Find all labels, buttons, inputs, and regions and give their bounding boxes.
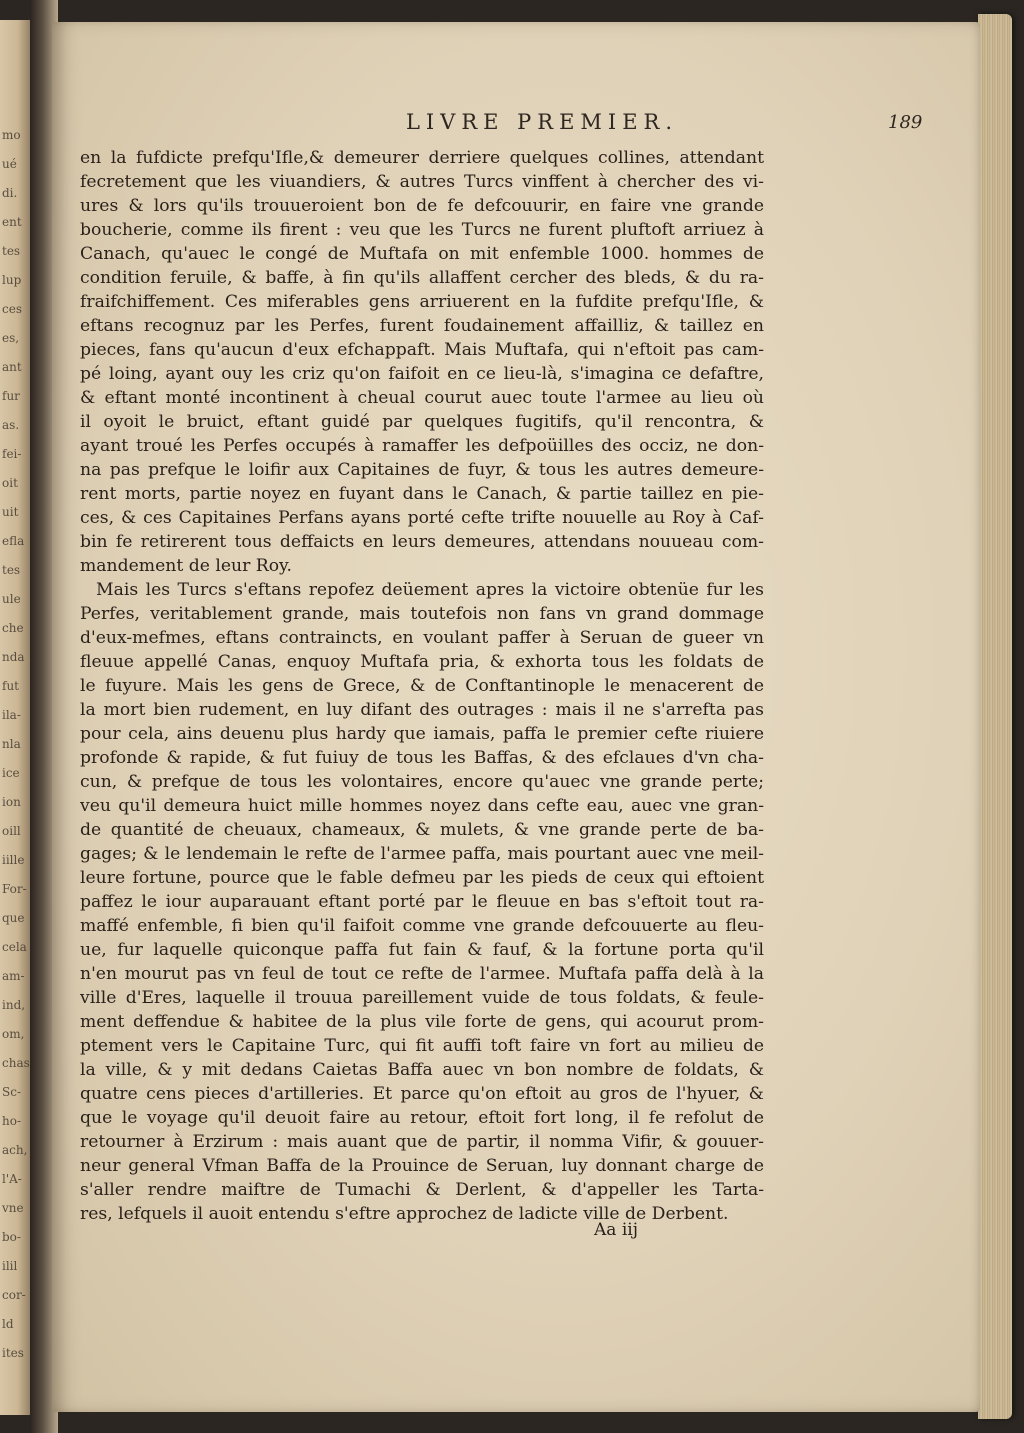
text-line: quatre cens pieces d'artilleries. Et parce qu'on eftoit au gros de l'hyuer, & xyxy=(80,1084,764,1104)
text-line: profonde & rapide, & fut fuiuy de tous les Baffas, & des efclaues d'vn cha- xyxy=(80,748,764,768)
left-page-fragment: ces xyxy=(2,302,22,316)
body-text xyxy=(80,146,764,1226)
left-page-fragment: ué xyxy=(2,157,17,171)
book-fore-edge xyxy=(978,14,1012,1419)
left-page-fragment: es, xyxy=(2,331,20,345)
left-page-fragment: ites xyxy=(2,1346,24,1360)
left-page-fragment: ilil xyxy=(2,1259,18,1273)
text-line: ayant troué les Perfes occupés à ramaffer les defpoüilles des occiz, ne don- xyxy=(80,436,764,456)
text-line: ue, fur laquelle quiconque paffa fut fain & fauf, & la fortune porta qu'il xyxy=(80,940,764,960)
left-page-fragment: ind, xyxy=(2,998,26,1012)
text-line: ment deffendue & habitee de la plus vile forte de gens, qui acourut prom- xyxy=(80,1012,764,1032)
left-page-fragment: fut xyxy=(2,679,19,693)
left-page-fragment: nla xyxy=(2,737,21,751)
text-line: leure fortune, pource que le fable defmeu par les pieds de ceux qui eftoient xyxy=(80,868,764,888)
left-page-fragment: cor- xyxy=(2,1288,26,1302)
left-page-fragment: che xyxy=(2,621,24,635)
left-page-fragment: ld xyxy=(2,1317,14,1331)
text-line: pieces, fans qu'aucun d'eux efchappaft. Mais Muftafa, qui n'eftoit pas cam- xyxy=(80,340,764,360)
left-page-fragment: ule xyxy=(2,592,21,606)
text-line: rent morts, partie noyez en fuyant dans le Canach, & partie taillez en pie- xyxy=(80,484,764,504)
text-line: de quantité de cheuaux, chameaux, & mulets, & vne grande perte de ba- xyxy=(80,820,764,840)
left-page-fragment: oit xyxy=(2,476,18,490)
text-line: ures & lors qu'ils trouueroient bon de fe defcouurir, en faire vne grande xyxy=(80,196,764,216)
page-number: 189 xyxy=(888,112,923,133)
text-line: n'en mourut pas vn feul de tout ce refte de l'armee. Muftafa paffa delà à la xyxy=(80,964,764,984)
left-page-fragment: ila- xyxy=(2,708,21,722)
left-page-fragment: tes xyxy=(2,244,21,258)
text-line: gages; & le lendemain le refte de l'armee paffa, mais pourtant auec vne meil- xyxy=(80,844,764,864)
left-page-fragment: fei- xyxy=(2,447,22,461)
left-page-fragment: ion xyxy=(2,795,21,809)
text-line: eftans recognuz par les Perfes, furent foudainement affailliz, & taillez en xyxy=(80,316,764,336)
text-line: res, lefquels il auoit entendu s'eftre approchez de ladicte ville de Derbent. xyxy=(80,1204,729,1224)
text-line: que le voyage qu'il deuoit faire au retour, eftoit fort long, il fe refolut de xyxy=(80,1108,764,1128)
left-page-fragment: l'A- xyxy=(2,1172,22,1186)
text-line: la mort bien rudement, en luy difant des outrages : mais il ne s'arrefta pas xyxy=(80,700,764,720)
left-page-fragment: cela xyxy=(2,940,27,954)
text-line: ces, & ces Capitaines Perfans ayans porté cefte trifte nouuelle au Roy à Caf- xyxy=(80,508,764,528)
text-line: bin fe retirerent tous deffaicts en leurs demeures, attendans nouueau com- xyxy=(80,532,764,552)
left-page-fragment: as. xyxy=(2,418,20,432)
right-page xyxy=(52,22,980,1412)
text-line: & eftant monté incontinent à cheual courut auec toute l'armee au lieu où xyxy=(80,388,764,408)
text-line: condition feruile, & baffe, à fin qu'ils allaffent cercher des bleds, & du ra- xyxy=(80,268,764,288)
running-title: LIVRE PREMIER. xyxy=(405,110,679,134)
left-facing-page xyxy=(0,20,32,1415)
left-page-fragment: ent xyxy=(2,215,22,229)
text-line: Perfes, veritablement grande, mais toutefois non fans vn grand dommage xyxy=(80,604,764,624)
text-line: cun, & prefque de tous les volontaires, encore qu'auec vne grande perte; xyxy=(80,772,764,792)
left-page-fragment: que xyxy=(2,911,25,925)
left-page-fragment: chas xyxy=(2,1056,30,1070)
text-line: il oyoit le bruict, eftant guidé par quelques fugitifs, qu'il rencontra, & xyxy=(80,412,764,432)
left-page-fragment: Sc- xyxy=(2,1085,21,1099)
text-line: s'aller rendre maiftre de Tumachi & Derlent, & d'appeller les Tarta- xyxy=(80,1180,764,1200)
text-line: fecretement que les viuandiers, & autres Turcs vinffent à chercher des vi- xyxy=(80,172,764,192)
left-page-fragment: ant xyxy=(2,360,22,374)
left-page-fragment: bo- xyxy=(2,1230,21,1244)
text-line: paffez le iour auparauant eftant porté par le fleuue en bas s'eftoit tout ra- xyxy=(80,892,764,912)
text-line: neur general Vfman Baffa de la Prouince de Seruan, luy donnant charge de xyxy=(80,1156,764,1176)
left-page-fragment: di. xyxy=(2,186,18,200)
text-line: fraifchiffement. Ces miferables gens arriuerent en la fufdite prefqu'Ifle, & xyxy=(80,292,764,312)
left-page-fragment: fur xyxy=(2,389,20,403)
text-line: d'eux-mefmes, eftans contraincts, en voulant paffer à Seruan de gueer vn xyxy=(80,628,764,648)
text-line: pé loing, ayant ouy les criz qu'on faifoit en ce lieu-là, s'imagina ce defaftre, xyxy=(80,364,764,384)
left-page-fragment: am- xyxy=(2,969,25,983)
left-page-fragment: mo xyxy=(2,128,21,142)
text-line: Mais les Turcs s'eftans repofez deüement apres la victoire obtenüe fur les xyxy=(96,580,764,600)
text-line: boucherie, comme ils firent : veu que les Turcs ne furent pluftoft arriuez à xyxy=(80,220,764,240)
left-page-fragment: iille xyxy=(2,853,25,867)
text-line: veu qu'il demeura huict mille hommes noyez dans cefte eau, auec vne gran- xyxy=(80,796,764,816)
text-line: le fuyure. Mais les gens de Grece, & de Conftantinople le menacerent de xyxy=(80,676,764,696)
text-line: pour cela, ains deuenu plus hardy que iamais, paffa le premier cefte riuiere xyxy=(80,724,764,744)
signature-mark: Aa iij xyxy=(594,1220,638,1240)
left-page-fragment: oill xyxy=(2,824,21,838)
left-page-fragment: ach, xyxy=(2,1143,28,1157)
left-page-fragment: nda xyxy=(2,650,25,664)
text-line: ptement vers le Capitaine Turc, qui fit auffi toft faire vn fort au milieu de xyxy=(80,1036,764,1056)
text-line: la ville, & y mit dedans Caietas Baffa auec vn bon nombre de foldats, & xyxy=(80,1060,764,1080)
text-line: fleuue appellé Canas, enquoy Muftafa pria, & exhorta tous les foldats de xyxy=(80,652,764,672)
left-page-fragment: For- xyxy=(2,882,27,896)
text-line: ville d'Eres, laquelle il trouua pareillement vuide de tous foldats, & feule- xyxy=(80,988,764,1008)
left-page-fragment: uit xyxy=(2,505,19,519)
left-page-fragment: om, xyxy=(2,1027,25,1041)
left-page-fragment: tes xyxy=(2,563,21,577)
text-line: en la fufdicte prefqu'Ifle,& demeurer derriere quelques collines, attendant xyxy=(80,148,764,168)
left-page-fragment: efla xyxy=(2,534,25,548)
left-page-fragment: ho- xyxy=(2,1114,22,1128)
text-line: na pas prefque le loifir aux Capitaines de fuyr, & tous les autres demeure- xyxy=(80,460,764,480)
text-line: Canach, qu'auec le congé de Muftafa on mit enfemble 1000. hommes de xyxy=(80,244,764,264)
left-page-fragment: ice xyxy=(2,766,20,780)
text-line: retourner à Erzirum : mais auant que de partir, il nomma Vifir, & gouuer- xyxy=(80,1132,764,1152)
left-page-fragment: vne xyxy=(2,1201,24,1215)
left-page-fragment: lup xyxy=(2,273,22,287)
text-line: mandement de leur Roy. xyxy=(80,556,292,576)
text-line: maffé enfemble, fi bien qu'il faifoit comme vne grande defcouuerte au fleu- xyxy=(80,916,764,936)
